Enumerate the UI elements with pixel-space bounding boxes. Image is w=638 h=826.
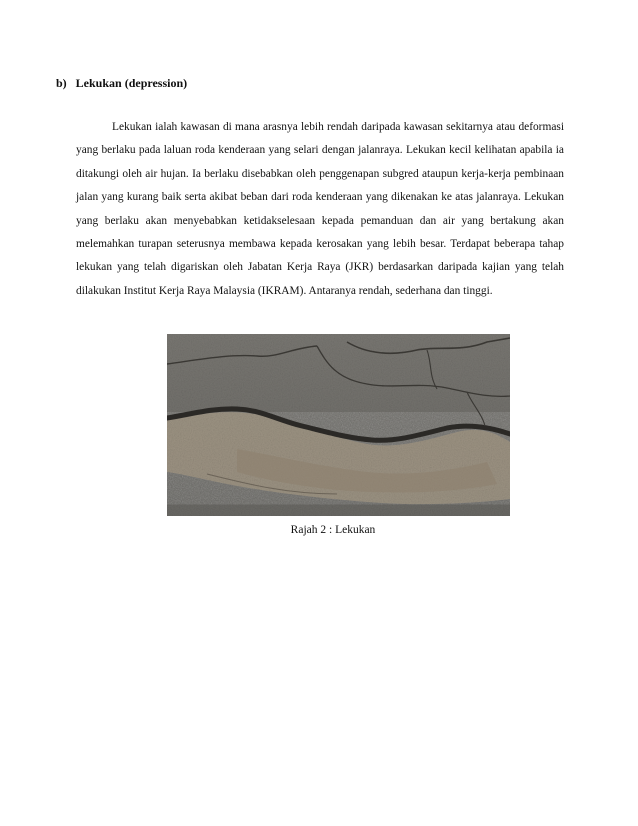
section-heading	[56, 76, 187, 91]
figure-caption	[0, 524, 638, 536]
body-paragraph: Lekukan ialah kawasan di mana arasnya lebih rendah daripada kawasan sekitarnya atau deformasi yang berlaku pada laluan roda kenderaan yang selari dengan jalanraya. Lekukan kecil kelihatan apabila ia ditakungi oleh air hujan. Ia berlaku disebabkan oleh penggenapan subgred ataupun kerja-kerja pembinaan jalan yang kurang baik serta akibat beban dari roda kenderaan yang dikenakan ke atas jalanraya. Lekukan yang berlaku akan menyebabkan ketidakselesaan kepada pemanduan dan air yang bertakung akan melemahkan turapan seterusnya membawa kepada kerosakan yang lebih besar. Terdapat beberapa tahap lekukan yang telah digariskan oleh Jabatan Kerja Raya (JKR) berdasarkan daripada kajian yang telah dilakukan Institut Kerja Raya Malaysia (IKRAM). Antaranya rendah, sederhana dan tinggi.	[76, 121, 564, 297]
section-title: Lekukan (depression)	[75, 76, 188, 90]
section-label: b)	[56, 76, 67, 90]
figure-caption-text: Rajah 2 : Lekukan	[290, 524, 376, 536]
road-depression-photo	[167, 334, 510, 516]
